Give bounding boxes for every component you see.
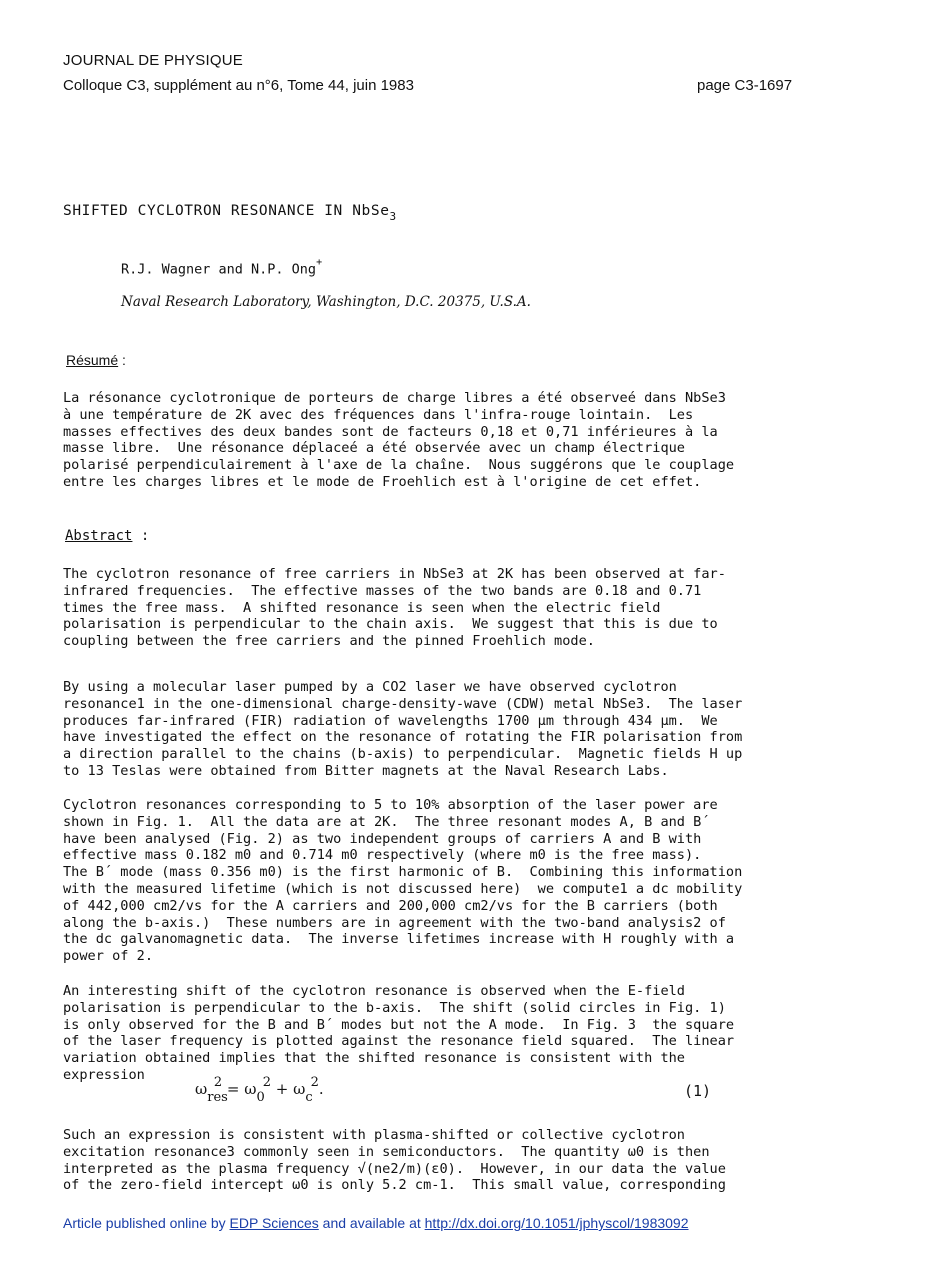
publication-footer bbox=[63, 1215, 689, 1231]
title-subscript: 3 bbox=[389, 210, 397, 223]
body-paragraph-shift: An interesting shift of the cyclotron resonance is observed when the E-field polarisation is perpendicular to the b-axis. The shift (solid circles in Fig. 1) is only observed for the B and B´ modes but not the A mode. In Fig. 3 the square of the laser frequency is plotted against the resonance field squared. The linear variation obtained implies that the shifted resonance is consistent with the expression bbox=[63, 983, 735, 1083]
equation-number: (1) bbox=[684, 1082, 712, 1100]
paper-title bbox=[63, 203, 397, 223]
doi-link[interactable]: http://dx.doi.org/10.1051/jphyscol/1983092 bbox=[424, 1215, 689, 1231]
author-footnote-mark: + bbox=[316, 257, 323, 268]
affiliation: Naval Research Laboratory, Washington, D.C. 20375, U.S.A. bbox=[121, 294, 531, 310]
journal-name: JOURNAL DE PHYSIQUE bbox=[63, 52, 243, 69]
resume-heading-label: Résumé bbox=[66, 352, 119, 368]
eq-omega-c: ω bbox=[293, 1080, 306, 1098]
eq-omega-res: ω bbox=[195, 1080, 208, 1098]
abstract-heading-label: Abstract bbox=[65, 528, 133, 544]
eq-equals: = bbox=[222, 1080, 245, 1098]
eq-period: . bbox=[318, 1080, 324, 1098]
author-names: R.J. Wagner and N.P. Ong bbox=[121, 261, 317, 278]
issue-info: Colloque C3, supplément au n°6, Tome 44, juin 1983 bbox=[63, 77, 414, 94]
eq-sub-0: 0 bbox=[256, 1090, 265, 1105]
eq-plus: + bbox=[271, 1080, 294, 1098]
footer-middle: and available at bbox=[318, 1215, 425, 1231]
publisher-link[interactable]: EDP Sciences bbox=[229, 1215, 319, 1231]
eq-sub-res: res bbox=[207, 1090, 228, 1105]
eq-omega-0: ω bbox=[244, 1080, 257, 1098]
equation-1 bbox=[195, 1075, 324, 1105]
resume-text: La résonance cyclotronique de porteurs de charge libres a été observeé dans NbSe3 à une température de 2K avec des fréquences dans l'infra-rouge lointain. Les masses effectives des deux bandes sont de facteurs 0,18 et 0,71 inférieures à la masse libre. Une résonance déplaceé a été observée avec un champ électrique polarisé perpendiculairement à l'axe de la chaîne. Nous suggérons que le couplage entre les charges libres et le mode de Froehlich est à l'origine de cet effet. bbox=[63, 390, 735, 490]
body-paragraph-plasma: Such an expression is consistent with plasma-shifted or collective cyclotron excitation resonance3 commonly seen in semiconductors. The quantity ω0 is then interpreted as the plasma frequency √(ne2/m)(ε0). However, in our data the value of the zero-field intercept ω0 is only 5.2 cm-1. This small value, corresponding bbox=[63, 1127, 726, 1194]
abstract-text: The cyclotron resonance of free carriers in NbSe3 at 2K has been observed at far- infrared frequencies. The effective masses of the two bands are 0.18 and 0.71 times the free mass. A shifted resonance is seen when the electric field polarisation is perpendicular to the chain axis. We suggest that this is due to coupling between the free carriers and the pinned Froehlich mode. bbox=[63, 566, 726, 650]
title-text: SHIFTED CYCLOTRON RESONANCE IN NbSe bbox=[63, 203, 390, 219]
abstract-heading-colon: : bbox=[132, 528, 150, 544]
eq-sup-3: 2 bbox=[310, 1075, 319, 1090]
author-list bbox=[121, 257, 323, 278]
body-paragraph-intro: By using a molecular laser pumped by a CO2 laser we have observed cyclotron resonance1 in the one-dimensional charge-density-wave (CDW) metal NbSe3. The laser produces far-infrared (FIR) radiation of wavelengths 1700 µm through 434 µm. We have investigated the effect on the resonance of rotating the FIR polarisation from a direction parallel to the chains (b-axis) to perpendicular. Magnetic fields H up to 13 Teslas were obtained from Bitter magnets at the Naval Research Labs. bbox=[63, 679, 743, 779]
page-reference: page C3-1697 bbox=[697, 77, 793, 94]
resume-heading bbox=[66, 352, 126, 368]
eq-sub-c: c bbox=[305, 1090, 313, 1105]
eq-sup-1: 2 bbox=[213, 1075, 223, 1090]
footer-prefix: Article published online by bbox=[63, 1215, 230, 1231]
abstract-heading bbox=[65, 528, 149, 544]
body-paragraph-cyclotron: Cyclotron resonances corresponding to 5 to 10% absorption of the laser power are shown in Fig. 1. All the data are at 2K. The three resonant modes A, B and B´ have been analysed (Fig. 2) as two independent groups of carriers A and B with effective mass 0.182 m0 and 0.714 m0 respectively (where m0 is the free mass). The B´ mode (mass 0.356 m0) is the first harmonic of B. Combining this information with the measured lifetime (which is not discussed here) we compute1 a dc mobility of 442,000 cm2/vs for the A carriers and 200,000 cm2/vs for the B carriers (both along the b-axis.) These numbers are in agreement with the two-band analysis2 of the dc galvanomagnetic data. The inverse lifetimes increase with H roughly with a power of 2. bbox=[63, 797, 743, 965]
resume-heading-colon: : bbox=[118, 352, 126, 368]
eq-sup-2: 2 bbox=[262, 1075, 272, 1090]
